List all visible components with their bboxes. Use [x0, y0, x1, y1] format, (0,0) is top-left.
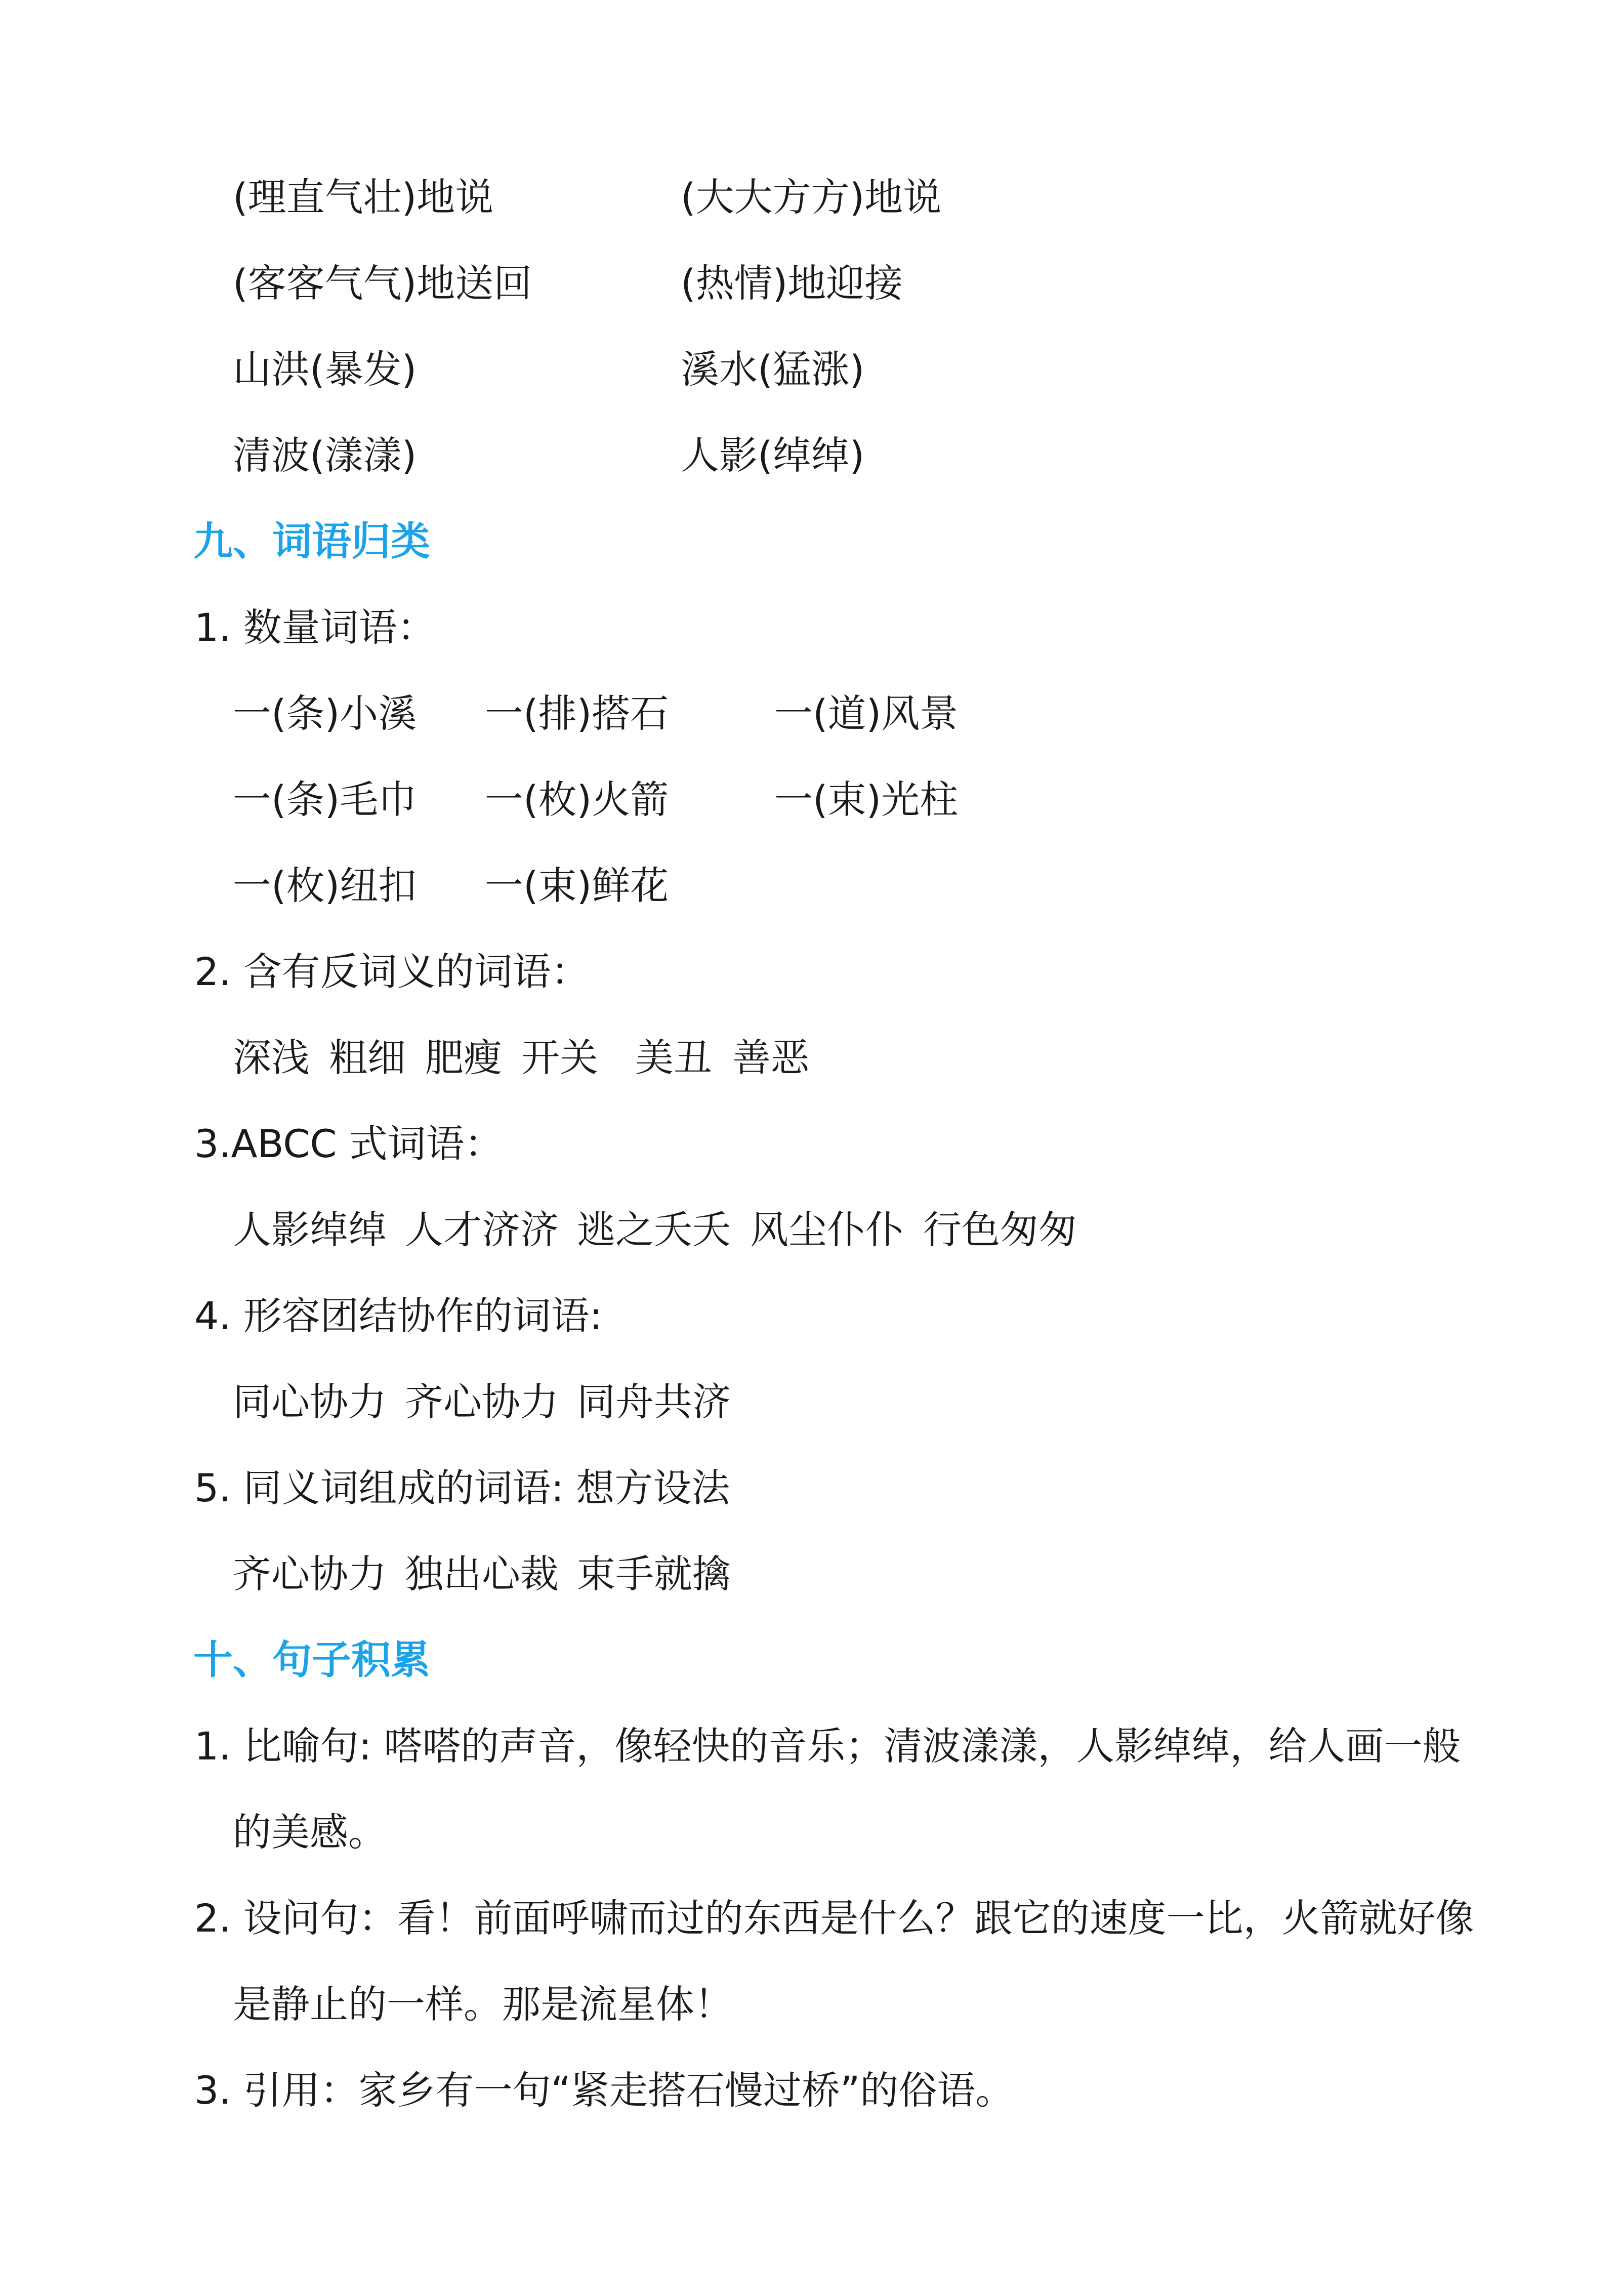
q5-label-line: [0, 1453, 1622, 1524]
measure-word: 一(束)光柱: [774, 777, 959, 822]
measure-row-2: [0, 764, 1622, 835]
pair-row-1: [0, 162, 1622, 233]
pair-left: (客客气气)地送回: [233, 261, 532, 306]
word: 开关: [521, 1035, 598, 1080]
pair-left: 山洪(暴发): [233, 347, 417, 392]
section-heading-10: 十、句子积累: [193, 1637, 431, 1683]
measure-row-3: [0, 850, 1622, 921]
word: 善恶: [732, 1035, 809, 1080]
section-heading-9: 九、词语归类: [193, 519, 431, 564]
word: 齐心协力: [233, 1551, 387, 1596]
measure-word: 一(排)搭石: [485, 691, 669, 736]
sentence-1-line-2: [0, 1797, 1622, 1868]
synonym-words: [0, 1539, 1622, 1610]
sentence-text: 的美感。: [233, 1810, 387, 1855]
antonym-words: [0, 1022, 1622, 1093]
sentence-text: 3. 引用：家乡有一句“紧走搭石慢过桥”的俗语。: [194, 2068, 1014, 2113]
word: 同心协力: [233, 1379, 387, 1424]
word: 行色匆匆: [923, 1207, 1077, 1252]
q1-label-line: [0, 592, 1622, 663]
pair-left: (理直气壮)地说: [233, 175, 494, 220]
q1-label: 1. 数量词语：: [194, 605, 436, 650]
word: 齐心协力: [405, 1379, 559, 1424]
q4-label-line: [0, 1281, 1622, 1351]
q3-label-line: [0, 1109, 1622, 1179]
word: 风尘仆仆: [750, 1207, 904, 1252]
pair-row-3: [0, 334, 1622, 405]
measure-word: 一(枚)纽扣: [233, 863, 417, 908]
word: 独出心裁: [405, 1551, 559, 1596]
q2-label: 2. 含有反词义的词语：: [194, 949, 590, 994]
measure-word: 一(枚)火箭: [485, 777, 669, 822]
pair-right: (热情)地迎接: [681, 261, 903, 306]
sentence-2-line-2: [0, 1969, 1622, 2040]
pair-right: 人影(绰绰): [681, 433, 865, 478]
abcc-words: [0, 1195, 1622, 1265]
word: 同舟共济: [577, 1379, 731, 1424]
q3-label: 3.ABCC 式词语：: [194, 1121, 503, 1166]
word: 深浅: [233, 1035, 310, 1080]
unity-words: [0, 1367, 1622, 1438]
sentence-text: 是静止的一样。那是流星体！: [233, 1982, 733, 2027]
measure-word: 一(条)小溪: [233, 691, 417, 736]
word: 人影绰绰: [233, 1207, 387, 1252]
sentence-text: 1. 比喻句: 嗒嗒的声音，像轻快的音乐；清波漾漾，人影绰绰，给人画一般: [194, 1724, 1461, 1769]
word: 粗细: [329, 1035, 406, 1080]
q5-label: 5. 同义词组成的词语: 想方设法: [194, 1465, 730, 1510]
word: 肥瘦: [425, 1035, 502, 1080]
q2-label-line: [0, 936, 1622, 1007]
word: 人才济济: [405, 1207, 559, 1252]
measure-row-1: [0, 678, 1622, 749]
pair-left: 清波(漾漾): [233, 433, 417, 478]
measure-word: 一(束)鲜花: [485, 863, 669, 908]
sentence-1-line-1: [0, 1711, 1622, 1782]
measure-word: 一(道)风景: [774, 691, 959, 736]
pair-row-4: [0, 420, 1622, 491]
measure-word: 一(条)毛巾: [233, 777, 417, 822]
pair-right: 溪水(猛涨): [681, 347, 865, 392]
q4-label: 4. 形容团结协作的词语:: [194, 1293, 603, 1338]
word: 逃之夭夭: [577, 1207, 731, 1252]
sentence-text: 2. 设问句：看！前面呼啸而过的东西是什么？跟它的速度一比，火箭就好像: [194, 1896, 1474, 1941]
sentence-3-line-1: [0, 2055, 1622, 2126]
word: 美丑: [635, 1035, 712, 1080]
pair-row-2: [0, 248, 1622, 319]
pair-right: (大大方方)地说: [681, 175, 942, 220]
sentence-2-line-1: [0, 1883, 1622, 1954]
word: 束手就擒: [577, 1551, 731, 1596]
